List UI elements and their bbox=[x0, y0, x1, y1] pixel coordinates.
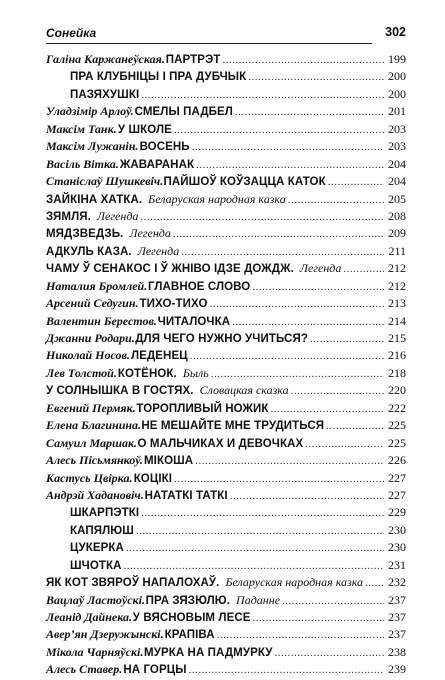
entry-genre: Беларуская народная казка bbox=[225, 575, 364, 590]
toc-entry bbox=[46, 522, 406, 539]
dot-leader bbox=[192, 139, 384, 156]
entry-page-number: 209 bbox=[388, 226, 406, 241]
entry-title: ДЛЯ ЧЕГО НУЖНО УЧИТЬСЯ? bbox=[135, 333, 308, 345]
dot-leader bbox=[310, 331, 384, 348]
toc-entry bbox=[46, 121, 406, 138]
entry-title: КРАПІВА bbox=[164, 629, 215, 642]
toc-entry bbox=[46, 278, 406, 295]
dot-leader bbox=[291, 383, 384, 400]
toc-entry bbox=[46, 574, 406, 591]
dot-leader bbox=[211, 366, 384, 383]
toc-entry bbox=[46, 156, 406, 173]
toc-entry bbox=[46, 260, 406, 277]
toc-entry bbox=[46, 609, 406, 626]
entry-page-number: 208 bbox=[388, 208, 406, 223]
dot-leader bbox=[190, 348, 384, 365]
dot-leader bbox=[195, 453, 384, 470]
entry-author: Максім Лужанін. bbox=[46, 139, 139, 154]
entry-title: ПРА ЗЯЗЮЛЮ. bbox=[145, 594, 231, 607]
entry-author: Уладзімір Арлоў. bbox=[46, 104, 134, 119]
entry-title: КАПЯЛЮШ bbox=[70, 524, 134, 537]
entry-author: Арсений Седугин. bbox=[46, 296, 139, 311]
entry-title: НАТАТКІ ТАТКІ bbox=[144, 489, 228, 502]
entry-author: Елена Благинина. bbox=[46, 418, 142, 433]
entry-page-number: 216 bbox=[388, 348, 406, 363]
dot-leader bbox=[253, 610, 384, 627]
entry-title: МУРКА НА ПАДМУРКУ bbox=[144, 646, 273, 659]
toc-entry bbox=[46, 382, 406, 399]
entry-author: Джанни Родари. bbox=[46, 331, 135, 345]
page-number: 302 bbox=[385, 25, 406, 39]
dot-leader bbox=[124, 558, 384, 575]
entry-author: Галіна Каржанеўская. bbox=[46, 52, 165, 66]
dot-leader bbox=[140, 209, 384, 226]
entry-title: КОЦІКІ bbox=[133, 472, 173, 485]
dot-leader bbox=[365, 575, 384, 592]
entry-title: ШКАРПЭТКІ bbox=[70, 507, 140, 520]
entry-page-number: 220 bbox=[388, 383, 406, 398]
running-header bbox=[46, 26, 406, 42]
toc-entry bbox=[46, 51, 406, 68]
entry-page-number: 212 bbox=[388, 278, 406, 293]
entry-page-number: 211 bbox=[388, 243, 406, 258]
dot-leader bbox=[141, 505, 384, 522]
toc-entry bbox=[46, 644, 406, 661]
dot-leader bbox=[248, 69, 384, 86]
entry-page-number: 239 bbox=[388, 662, 406, 677]
entry-title: ТОРОПЛИВЫЙ НОЖИК bbox=[136, 402, 269, 415]
entry-page-number: 213 bbox=[388, 296, 406, 311]
entry-page-number: 212 bbox=[388, 261, 406, 276]
toc-entry bbox=[46, 295, 406, 312]
entry-page-number: 227 bbox=[387, 470, 406, 485]
entry-title: У СОЛНЫШКА В ГОСТЯХ. bbox=[46, 385, 194, 398]
entry-page-number: 237 bbox=[388, 610, 406, 624]
dot-leader bbox=[136, 523, 384, 540]
dot-leader bbox=[275, 645, 384, 662]
table-of-contents bbox=[46, 51, 406, 679]
dot-leader bbox=[174, 122, 384, 139]
dot-leader bbox=[271, 401, 384, 418]
entry-title: ВОСЕНЬ bbox=[139, 141, 190, 154]
dot-leader bbox=[343, 261, 384, 278]
entry-title: ТИХО-ТИХО bbox=[139, 298, 208, 311]
entry-genre: Паданне bbox=[236, 592, 281, 607]
entry-title: О МАЛЬЧИКАХ И ДЕВОЧКАХ bbox=[137, 437, 304, 450]
dot-leader bbox=[173, 226, 384, 243]
toc-entry bbox=[46, 417, 406, 434]
dot-leader bbox=[232, 314, 384, 331]
entry-page-number: 227 bbox=[388, 487, 406, 502]
dot-leader bbox=[222, 52, 384, 69]
dot-leader bbox=[282, 593, 384, 610]
toc-entry bbox=[46, 103, 406, 120]
entry-page-number: 230 bbox=[388, 522, 406, 537]
entry-page-number: 232 bbox=[388, 575, 406, 590]
entry-author: Алесь Пісьмянкоў. bbox=[46, 453, 143, 468]
entry-author: Леанід Дайнека. bbox=[46, 610, 132, 624]
entry-author: Евгений Пермяк. bbox=[46, 400, 136, 415]
entry-page-number: 237 bbox=[388, 592, 406, 607]
entry-author: Вацлаў Ластоўскі. bbox=[46, 592, 145, 607]
entry-title: У ШКОЛЕ bbox=[117, 123, 172, 136]
entry-page-number: 222 bbox=[388, 400, 406, 415]
toc-entry bbox=[46, 313, 406, 330]
dot-leader bbox=[189, 662, 384, 679]
toc-entry bbox=[46, 557, 406, 574]
entry-page-number: 204 bbox=[388, 174, 406, 189]
entry-author: Андрэй Хадановіч. bbox=[46, 487, 144, 502]
dot-leader bbox=[174, 471, 384, 488]
entry-page-number: 203 bbox=[388, 121, 406, 136]
entry-title: ПАРТРЭТ bbox=[165, 54, 221, 66]
entry-genre: Легенда bbox=[137, 243, 180, 258]
entry-author: Лев Толстой. bbox=[46, 365, 117, 380]
dot-leader bbox=[305, 436, 384, 453]
entry-author: Станіслаў Шушкевіч. bbox=[46, 174, 164, 189]
entry-title: ЦУКЕРКА bbox=[70, 542, 124, 555]
toc-entry bbox=[46, 138, 406, 155]
dot-leader bbox=[288, 192, 384, 209]
dot-leader bbox=[235, 104, 384, 121]
toc-entry bbox=[46, 208, 406, 225]
entry-genre: Словацкая сказка bbox=[199, 383, 289, 398]
entry-title: ГЛАВНОЕ СЛОВО bbox=[148, 280, 251, 293]
entry-page-number: 230 bbox=[388, 540, 406, 555]
dot-leader bbox=[230, 488, 384, 505]
toc-entry bbox=[46, 365, 406, 382]
entry-page-number: 215 bbox=[388, 331, 406, 345]
toc-entry bbox=[46, 435, 406, 452]
dot-leader bbox=[252, 279, 384, 296]
entry-title: ЖАВАРАНАК bbox=[119, 158, 195, 171]
entry-page-number: 203 bbox=[388, 139, 406, 154]
entry-author: Васіль Вітка. bbox=[46, 156, 119, 171]
entry-page-number: 200 bbox=[388, 69, 406, 84]
entry-page-number: 238 bbox=[388, 644, 406, 659]
entry-page-number: 214 bbox=[388, 313, 406, 328]
entry-genre: Легенда bbox=[129, 226, 171, 241]
entry-author: Авер’ян Дзеружынскі. bbox=[46, 627, 164, 642]
entry-page-number: 200 bbox=[388, 86, 406, 101]
entry-title: МЯДЗВЕДЗЬ. bbox=[46, 228, 124, 241]
dot-leader bbox=[141, 87, 384, 104]
entry-page-number: 205 bbox=[388, 191, 406, 206]
entry-author: Мікола Чарняўскі. bbox=[46, 644, 144, 659]
toc-entry bbox=[46, 504, 406, 521]
entry-page-number: 218 bbox=[388, 365, 406, 380]
toc-entry bbox=[46, 661, 406, 678]
header-rule bbox=[46, 43, 372, 44]
entry-genre: Беларуская народная казка bbox=[148, 191, 286, 206]
entry-title: НА ГОРЦЫ bbox=[123, 664, 187, 677]
entry-title: У ВЯСНОВЫМ ЛЕСЕ bbox=[132, 612, 251, 624]
entry-title: ЧИТАЛОЧКА bbox=[157, 315, 231, 328]
entry-page-number: 201 bbox=[388, 104, 406, 119]
toc-entry bbox=[46, 330, 406, 347]
toc-entry bbox=[46, 470, 406, 487]
entry-title: ЯК КОТ ЗВЯРОЎ НАПАЛОХАЎ. bbox=[46, 577, 220, 590]
entry-title: ЧАМУ Ў СЕНАКОС І Ў ЖНІВО ІДЗЕ ДОЖДЖ. bbox=[46, 263, 294, 276]
entry-genre: Легенда bbox=[96, 208, 139, 223]
entry-page-number: 199 bbox=[388, 52, 406, 66]
entry-author: Кастусь Цвірка. bbox=[46, 470, 133, 485]
toc-entry bbox=[46, 68, 406, 85]
toc-entry bbox=[46, 191, 406, 208]
toc-entry bbox=[46, 243, 406, 260]
entry-author: Самуил Маршак. bbox=[46, 435, 138, 450]
entry-author: Николай Носов. bbox=[46, 348, 130, 363]
dot-leader bbox=[181, 244, 384, 261]
entry-title: ШЧОТКА bbox=[70, 559, 122, 572]
entry-title: КОТЁНОК. bbox=[117, 367, 177, 380]
entry-page-number: 204 bbox=[388, 156, 406, 171]
dot-leader bbox=[126, 540, 384, 557]
dot-leader bbox=[210, 296, 385, 313]
toc-entry bbox=[46, 539, 406, 556]
toc-entry bbox=[46, 225, 406, 242]
book-title: Сонейка bbox=[46, 26, 97, 40]
entry-page-number: 237 bbox=[388, 627, 406, 642]
toc-entry bbox=[46, 487, 406, 504]
entry-author: Валентин Берестов. bbox=[46, 313, 157, 328]
dot-leader bbox=[217, 627, 384, 644]
entry-author: Максім Танк. bbox=[46, 121, 117, 136]
toc-entry bbox=[46, 86, 406, 103]
entry-page-number: 225 bbox=[388, 418, 406, 433]
toc-entry bbox=[46, 347, 406, 364]
entry-page-number: 231 bbox=[388, 557, 406, 572]
toc-entry bbox=[46, 626, 406, 643]
entry-page-number: 225 bbox=[388, 435, 406, 450]
entry-author: Алесь Ставер. bbox=[46, 662, 123, 677]
entry-author: Наталия Бромлей. bbox=[46, 278, 148, 293]
toc-entry bbox=[46, 592, 406, 609]
dot-leader bbox=[196, 157, 384, 174]
entry-genre: Легенда bbox=[299, 261, 342, 276]
dot-leader bbox=[326, 418, 384, 435]
entry-page-number: 229 bbox=[388, 505, 406, 520]
entry-title: НЕ МЕШАЙТЕ МНЕ ТРУДИТЬСЯ bbox=[141, 420, 325, 433]
entry-genre: Быль bbox=[182, 365, 209, 380]
entry-title: ПАЗЯХУШКІ bbox=[70, 88, 140, 101]
entry-title: МІКОША bbox=[144, 455, 194, 468]
entry-title: СМЕЛЫ ПАДБЕЛ bbox=[134, 106, 233, 119]
entry-title: ЗАЙКІНА ХАТКА. bbox=[46, 193, 143, 206]
toc-entry bbox=[46, 452, 406, 469]
entry-title: ПРА КЛУБНІЦЫ І ПРА ДУБЧЫК bbox=[70, 71, 247, 84]
dot-leader bbox=[328, 174, 384, 191]
toc-entry bbox=[46, 400, 406, 417]
entry-title: АДКУЛЬ КАЗА. bbox=[46, 245, 132, 258]
entry-title: ПАЙШОЎ КОЎЗАЦЦА КАТОК bbox=[163, 176, 326, 189]
toc-entry bbox=[46, 173, 406, 190]
entry-title: ЗЯМЛЯ. bbox=[46, 210, 91, 223]
entry-page-number: 226 bbox=[388, 453, 406, 468]
entry-title: ЛЕДЕНЕЦ bbox=[131, 350, 188, 363]
